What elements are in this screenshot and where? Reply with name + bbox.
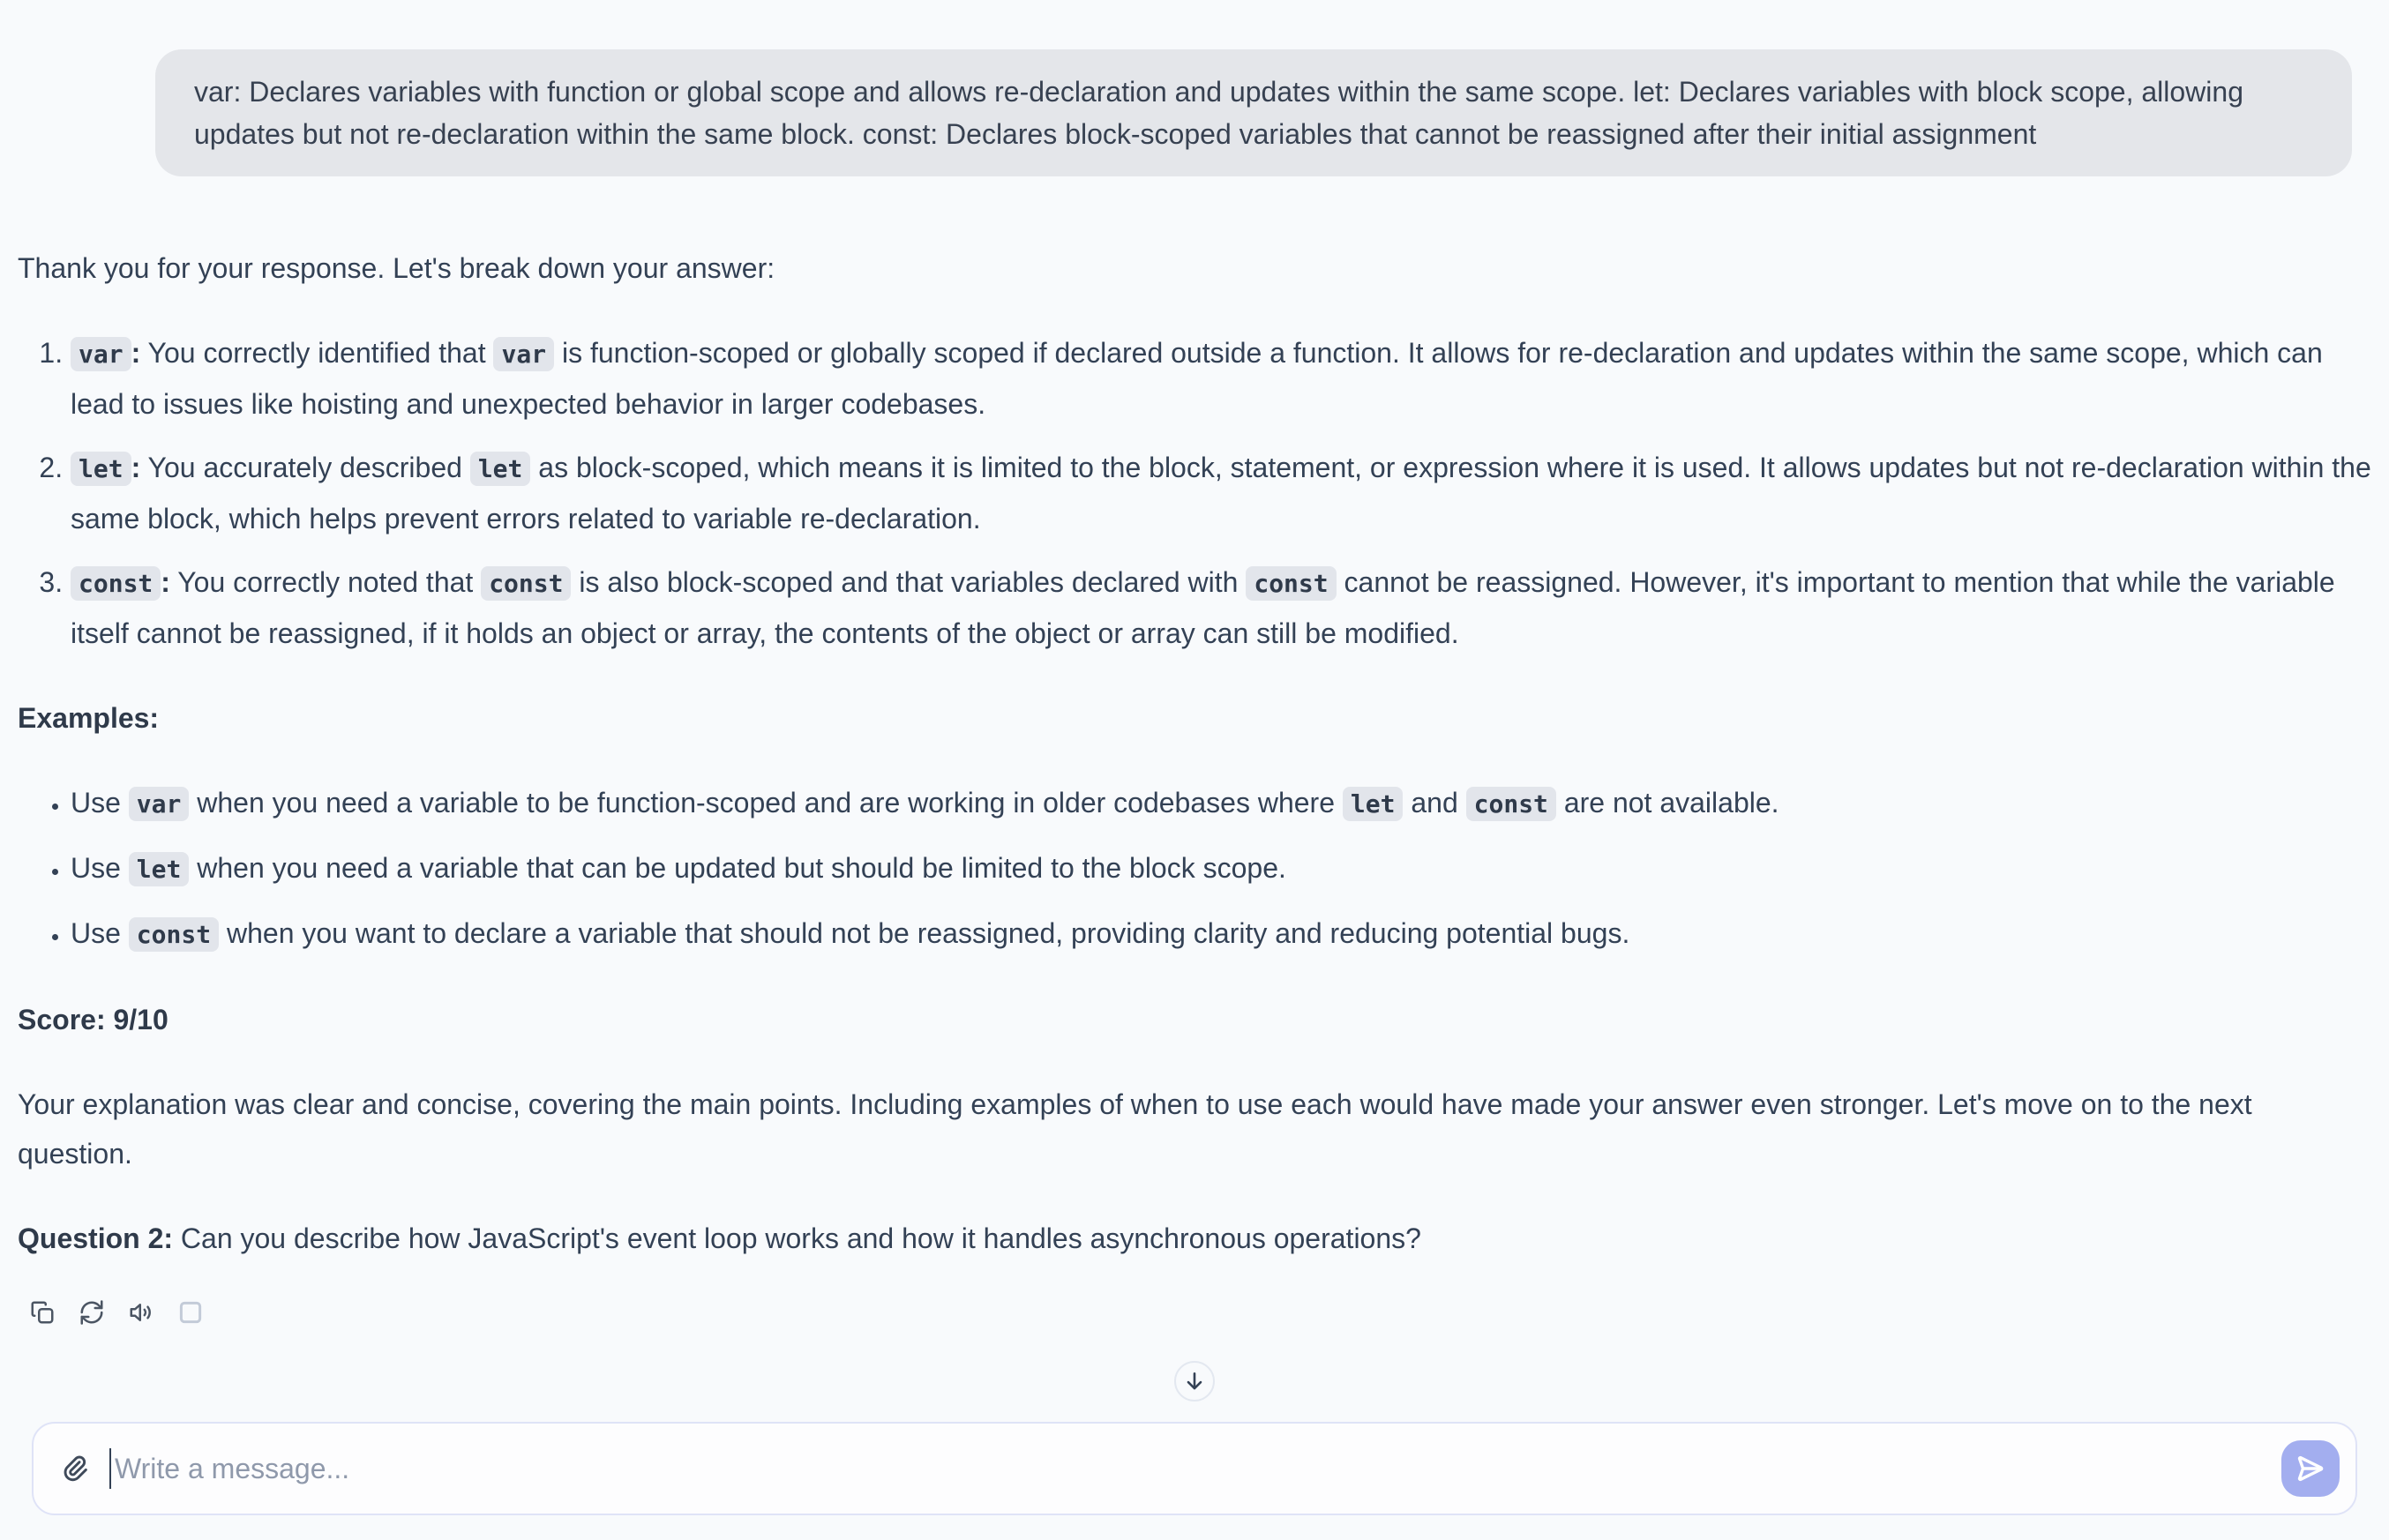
checkbox-icon: [177, 1299, 204, 1326]
user-message-bubble: var: Declares variables with function or global scope and allows re-declaration and updates within the same scope. let: Declares variables with block scope, allowing updates but not re-declaration within the same block. const: Declares block-scoped variables that cannot be reassigned after their initial assignment: [155, 49, 2352, 176]
regenerate-button[interactable]: [78, 1298, 106, 1327]
text-segment: is function-scoped or globally scoped if declared outside a function. It allows for re-declaration and updates within the same scope, which can lead to issues like hoisting and unexpected behavior in larger codebases.: [71, 337, 2323, 420]
text-segment: You correctly noted that: [169, 566, 482, 598]
text-segment: when you need a variable that can be updated but should be limited to the block scope.: [189, 852, 1286, 884]
text-segment: You accurately described: [140, 452, 470, 483]
chat-area: [0, 49, 2389, 1327]
text-segment: are not available.: [1555, 787, 1779, 819]
speaker-icon: [128, 1299, 154, 1326]
inline-code: const: [1246, 566, 1336, 601]
numbered-list: [18, 328, 2371, 658]
paragraph: [18, 995, 2371, 1044]
bullet-list: [18, 778, 2371, 960]
bold-text: Question 2:: [18, 1222, 174, 1254]
copy-button[interactable]: [28, 1298, 56, 1327]
text-segment: Use: [71, 917, 129, 949]
list-item: [71, 557, 2371, 658]
list-item: [71, 843, 2371, 894]
bold-text: :: [131, 452, 141, 483]
text-segment: and: [1403, 787, 1466, 819]
read-aloud-button[interactable]: [127, 1298, 155, 1327]
text-segment: when you want to declare a variable that should not be reassigned, providing clarity and reducing potential bugs.: [219, 917, 1630, 949]
inline-code: const: [129, 917, 219, 952]
send-button[interactable]: [2281, 1440, 2340, 1497]
copy-icon: [29, 1299, 56, 1326]
assistant-message: [18, 243, 2371, 1263]
attach-file-button[interactable]: [58, 1453, 90, 1484]
bold-text: Examples:: [18, 702, 160, 734]
text-segment: cannot be reassigned. However, it's important to mention that while the variable itself cannot be reassigned, if it holds an object or array, the contents of the object or array can still be modified.: [71, 566, 2335, 649]
text-segment: You correctly identified that: [140, 337, 494, 369]
inline-code: let: [470, 452, 531, 486]
list-item: [71, 328, 2371, 429]
inline-code: let: [129, 852, 190, 886]
bold-text: :: [131, 337, 141, 369]
paper-plane-icon: [2295, 1454, 2325, 1484]
paragraph: [18, 243, 2371, 293]
list-item: [71, 443, 2371, 543]
select-message-checkbox[interactable]: [176, 1298, 205, 1327]
text-segment: Use: [71, 852, 129, 884]
bold-text: :: [161, 566, 170, 598]
paragraph: [18, 1080, 2371, 1178]
paperclip-icon: [60, 1454, 88, 1483]
message-actions-row: [18, 1298, 2371, 1327]
text-segment: as block-scoped, which means it is limited to the block, statement, or expression where it is used. It allows updates but not re-declaration within the same block, which helps prevent errors related to variable re-declaration.: [71, 452, 2371, 535]
list-item: [71, 778, 2371, 829]
inline-code: var: [129, 787, 190, 821]
text-segment: Use: [71, 787, 129, 819]
inline-code: var: [71, 337, 131, 371]
bold-text: Score: 9/10: [18, 1004, 169, 1035]
inline-code: const: [71, 566, 161, 601]
list-item: [71, 908, 2371, 960]
text-segment: is also block-scoped and that variables declared with: [571, 566, 1247, 598]
paragraph: [18, 693, 2371, 743]
inline-code: var: [493, 337, 554, 371]
text-segment: Thank you for your response. Let's break down your answer:: [18, 252, 775, 284]
inline-code: const: [481, 566, 571, 601]
inline-code: let: [71, 452, 131, 486]
inline-code: const: [1466, 787, 1556, 821]
arrow-down-icon: [1183, 1370, 1206, 1393]
scroll-to-bottom-button[interactable]: [1174, 1361, 1215, 1402]
text-segment: Your explanation was clear and concise, covering the main points. Including examples of when to use each would have made your answer even stronger. Let's move on to the next question.: [18, 1088, 2252, 1170]
regenerate-icon: [79, 1299, 105, 1326]
message-input[interactable]: [111, 1453, 2281, 1485]
text-segment: Can you describe how JavaScript's event loop works and how it handles asynchronous operations?: [173, 1222, 1421, 1254]
message-composer: [32, 1422, 2357, 1515]
paragraph: [18, 1214, 2371, 1263]
text-segment: when you need a variable to be function-scoped and are working in older codebases where: [189, 787, 1343, 819]
inline-code: let: [1343, 787, 1404, 821]
